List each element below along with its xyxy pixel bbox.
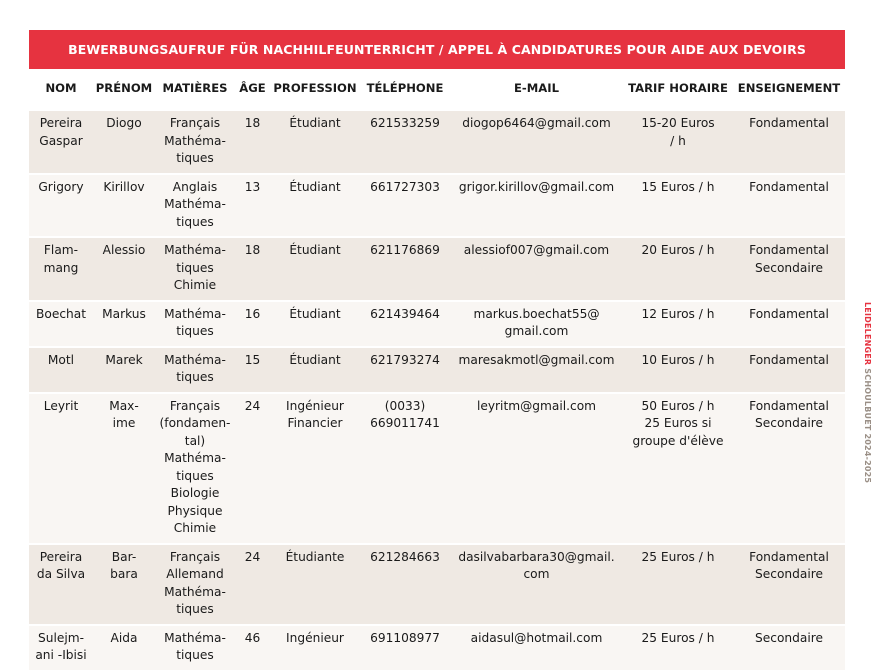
cell-telephone-line: 669011741 — [370, 416, 440, 430]
cell-profession-line: Étudiant — [289, 306, 341, 321]
table-row — [29, 301, 845, 347]
cell-enseignement — [733, 301, 845, 347]
cell-enseignement-line: Secondaire — [755, 630, 823, 645]
cell-email-line: markus.boechat55@ — [473, 306, 600, 321]
cell-age — [235, 301, 270, 347]
cell-enseignement-line: Fondamental — [749, 243, 829, 257]
cell-age-line: 24 — [244, 549, 261, 564]
cell-nom-line: Gaspar — [39, 133, 83, 148]
cell-email-line: alessiof007@gmail.com — [463, 243, 610, 257]
cell-matieres-line: Mathéma- — [164, 306, 226, 321]
cell-nom-line: Flam- — [43, 243, 79, 257]
cell-enseignement — [733, 625, 845, 670]
cell-enseignement-line: Fondamental — [749, 549, 829, 564]
cell-email — [450, 174, 623, 238]
cell-matieres-line: Mathéma- — [164, 584, 226, 599]
cell-age-line: 13 — [244, 179, 261, 194]
table-header-row — [29, 69, 845, 110]
cell-tarif — [623, 393, 733, 544]
cell-prenom-line: Aida — [110, 630, 138, 645]
cell-age-line: 18 — [244, 116, 261, 130]
cell-enseignement-line: Secondaire — [755, 416, 823, 430]
cell-nom-line: Boechat — [36, 306, 86, 321]
header-telephone: TÉLÉPHONE — [360, 69, 450, 110]
cell-matieres-line: Français — [169, 398, 221, 413]
cell-profession-line: Étudiant — [289, 352, 341, 367]
table-row — [29, 393, 845, 544]
cell-tarif-line: 25 Euros / h — [641, 549, 715, 564]
cell-matieres-line: tiques — [176, 468, 214, 483]
cell-age — [235, 625, 270, 670]
cell-prenom — [93, 174, 155, 238]
cell-matieres — [155, 237, 235, 301]
cell-telephone — [360, 237, 450, 301]
header-matieres: MATIÈRES — [155, 69, 235, 110]
cell-email — [450, 237, 623, 301]
cell-profession — [270, 301, 360, 347]
cell-matieres-line: Français — [169, 549, 221, 564]
cell-prenom — [93, 544, 155, 625]
cell-prenom-line: Marek — [105, 352, 143, 367]
cell-telephone-line: 621284663 — [370, 549, 440, 564]
cell-age — [235, 174, 270, 238]
cell-telephone-line: 661727303 — [370, 179, 440, 194]
cell-profession-line: Ingénieur — [286, 630, 344, 645]
cell-matieres-line: tiques — [176, 151, 214, 165]
cell-tarif-line: 25 Euros / h — [641, 630, 715, 645]
cell-matieres-line: Chimie — [173, 521, 217, 535]
cell-matieres-line: tiques — [176, 370, 214, 384]
cell-telephone — [360, 110, 450, 174]
cell-age — [235, 393, 270, 544]
cell-matieres-line: Mathéma- — [164, 451, 226, 465]
cell-email-line: aidasul@hotmail.com — [470, 630, 603, 645]
side-label — [860, 302, 872, 502]
cell-prenom — [93, 110, 155, 174]
cell-telephone — [360, 174, 450, 238]
cell-email — [450, 301, 623, 347]
cell-nom — [29, 237, 93, 301]
cell-age-line: 24 — [244, 398, 261, 413]
cell-enseignement-line: Fondamental — [749, 398, 829, 413]
cell-enseignement-line: Fondamental — [749, 116, 829, 130]
cell-prenom-line: Max- — [109, 398, 139, 413]
header-profession: PROFESSION — [270, 69, 360, 110]
cell-tarif-line: 12 Euros / h — [641, 306, 715, 321]
cell-telephone — [360, 301, 450, 347]
cell-tarif-line: / h — [670, 133, 686, 148]
cell-enseignement — [733, 393, 845, 544]
cell-tarif-line: 15-20 Euros — [641, 116, 715, 130]
cell-email-line: grigor.kirillov@gmail.com — [458, 179, 615, 194]
cell-telephone — [360, 544, 450, 625]
cell-prenom — [93, 301, 155, 347]
cell-matieres — [155, 110, 235, 174]
cell-email-line: gmail.com — [504, 324, 569, 338]
cell-matieres-line: tiques — [176, 602, 214, 616]
cell-matieres — [155, 625, 235, 670]
cell-prenom-line: Kirillov — [103, 179, 145, 194]
header-prenom: PRÉNOM — [93, 69, 155, 110]
cell-matieres-line: tiques — [176, 260, 214, 275]
cell-email — [450, 544, 623, 625]
cell-prenom-line: ime — [112, 416, 136, 430]
cell-profession — [270, 625, 360, 670]
cell-matieres-line: Mathéma- — [164, 352, 226, 367]
cell-matieres-line: Français — [169, 116, 221, 130]
cell-prenom-line: bara — [110, 567, 138, 581]
table-row — [29, 110, 845, 174]
cell-email — [450, 393, 623, 544]
cell-profession — [270, 174, 360, 238]
cell-tarif-line: 20 Euros / h — [641, 243, 715, 257]
cell-email-line: maresakmotl@gmail.com — [458, 352, 615, 367]
cell-profession — [270, 237, 360, 301]
cell-nom-line: Grigory — [38, 179, 84, 194]
cell-enseignement-line: Fondamental — [749, 352, 829, 367]
cell-age-line: 18 — [244, 243, 261, 257]
cell-tarif-line: 50 Euros / h — [641, 398, 715, 413]
cell-matieres-line: tal) — [184, 433, 206, 448]
side-label-part2: SCHOULBUET 2024-2025 — [863, 368, 872, 484]
cell-matieres-line: Physique — [167, 503, 223, 518]
cell-prenom-line: Markus — [102, 306, 146, 321]
header-email: E-MAIL — [450, 69, 623, 110]
cell-age-line: 46 — [244, 630, 261, 645]
cell-telephone-line: (0033) — [384, 398, 426, 413]
cell-telephone-line: 621533259 — [370, 116, 440, 130]
cell-enseignement — [733, 544, 845, 625]
cell-enseignement-line: Secondaire — [755, 260, 823, 275]
cell-nom-line: Pereira — [39, 549, 83, 564]
cell-matieres-line: tiques — [176, 324, 214, 338]
cell-nom — [29, 625, 93, 670]
header-tarif: TARIF HORAIRE — [623, 69, 733, 110]
cell-email — [450, 625, 623, 670]
cell-matieres-line: Chimie — [173, 278, 217, 292]
cell-matieres — [155, 544, 235, 625]
cell-telephone-line: 691108977 — [370, 630, 440, 645]
cell-telephone — [360, 625, 450, 670]
cell-nom — [29, 301, 93, 347]
cell-tarif — [623, 174, 733, 238]
candidature-sheet — [29, 30, 845, 670]
cell-matieres — [155, 174, 235, 238]
cell-matieres-line: Biologie — [170, 486, 220, 500]
cell-tarif-line: 10 Euros / h — [641, 352, 715, 367]
cell-enseignement — [733, 174, 845, 238]
cell-profession — [270, 110, 360, 174]
cell-nom-line: Pereira — [39, 116, 83, 130]
cell-enseignement — [733, 347, 845, 393]
cell-telephone — [360, 347, 450, 393]
cell-matieres-line: Mathéma- — [164, 197, 226, 211]
cell-matieres — [155, 301, 235, 347]
cell-age-line: 15 — [244, 352, 261, 367]
cell-age — [235, 110, 270, 174]
cell-telephone-line: 621793274 — [370, 352, 440, 367]
cell-matieres — [155, 347, 235, 393]
cell-profession — [270, 347, 360, 393]
cell-nom — [29, 393, 93, 544]
header-nom: NOM — [29, 69, 93, 110]
cell-matieres-line: Allemand — [166, 567, 224, 581]
header-enseignement: ENSEIGNEMENT — [733, 69, 845, 110]
cell-telephone — [360, 393, 450, 544]
side-label-part1: LEIDELENGER — [863, 302, 872, 366]
cell-profession-line: Ingénieur — [286, 398, 344, 413]
cell-nom-line: Motl — [47, 352, 75, 367]
cell-matieres-line: tiques — [176, 648, 214, 662]
cell-profession-line: Étudiant — [289, 179, 341, 194]
cell-profession-line: Étudiant — [289, 116, 341, 130]
cell-profession-line: Étudiant — [289, 243, 341, 257]
cell-profession-line: Étudiante — [285, 549, 345, 564]
cell-profession — [270, 544, 360, 625]
cell-email — [450, 110, 623, 174]
cell-nom-line: Sulejm- — [37, 630, 84, 645]
cell-email-line: diogop6464@gmail.com — [462, 116, 611, 130]
cell-age — [235, 544, 270, 625]
table-row — [29, 174, 845, 238]
cell-prenom — [93, 347, 155, 393]
candidates-table — [29, 69, 845, 670]
table-row — [29, 237, 845, 301]
cell-nom — [29, 544, 93, 625]
cell-nom-line: Leyrit — [43, 398, 79, 413]
cell-tarif-line: groupe d'élève — [632, 433, 724, 448]
cell-telephone-line: 621439464 — [370, 306, 440, 321]
table-row — [29, 544, 845, 625]
cell-prenom-line: Bar- — [111, 549, 137, 564]
cell-tarif — [623, 110, 733, 174]
cell-nom — [29, 347, 93, 393]
cell-age — [235, 237, 270, 301]
cell-tarif — [623, 301, 733, 347]
cell-nom — [29, 110, 93, 174]
cell-prenom-line: Alessio — [102, 243, 146, 257]
cell-profession — [270, 393, 360, 544]
cell-tarif — [623, 347, 733, 393]
cell-telephone-line: 621176869 — [370, 243, 440, 257]
cell-enseignement-line: Fondamental — [749, 306, 829, 321]
cell-email-line: leyritm@gmail.com — [476, 398, 597, 413]
cell-matieres-line: Mathéma- — [164, 243, 226, 257]
cell-prenom — [93, 237, 155, 301]
cell-matieres-line: Mathéma- — [164, 133, 226, 148]
cell-nom-line: da Silva — [36, 567, 86, 581]
cell-tarif-line: 15 Euros / h — [641, 179, 715, 194]
cell-matieres-line: Mathéma- — [164, 630, 226, 645]
cell-age — [235, 347, 270, 393]
page-title: BEWERBUNGSAUFRUF FÜR NACHHILFEUNTERRICHT / APPEL À CANDIDATURES POUR AIDE AUX DEVOIRS — [29, 30, 845, 69]
cell-profession-line: Financier — [287, 416, 343, 430]
cell-enseignement-line: Fondamental — [749, 179, 829, 194]
cell-matieres-line: Anglais — [172, 179, 218, 194]
cell-prenom — [93, 625, 155, 670]
header-age: ÂGE — [235, 69, 270, 110]
cell-nom — [29, 174, 93, 238]
cell-email-line: com — [523, 567, 550, 581]
cell-matieres — [155, 393, 235, 544]
cell-nom-line: mang — [43, 260, 79, 275]
cell-age-line: 16 — [244, 306, 261, 321]
cell-enseignement-line: Secondaire — [755, 567, 823, 581]
cell-email — [450, 347, 623, 393]
cell-matieres-line: (fondamen- — [159, 416, 231, 430]
cell-tarif — [623, 544, 733, 625]
table-row — [29, 625, 845, 670]
cell-nom-line: ani -Ibisi — [35, 648, 87, 662]
cell-tarif-line: 25 Euros si — [644, 416, 712, 430]
cell-prenom — [93, 393, 155, 544]
cell-tarif — [623, 237, 733, 301]
table-row — [29, 347, 845, 393]
cell-prenom-line: Diogo — [106, 116, 142, 130]
cell-enseignement — [733, 237, 845, 301]
cell-matieres-line: tiques — [176, 214, 214, 229]
cell-enseignement — [733, 110, 845, 174]
cell-tarif — [623, 625, 733, 670]
cell-email-line: dasilvabarbara30@gmail. — [458, 549, 615, 564]
